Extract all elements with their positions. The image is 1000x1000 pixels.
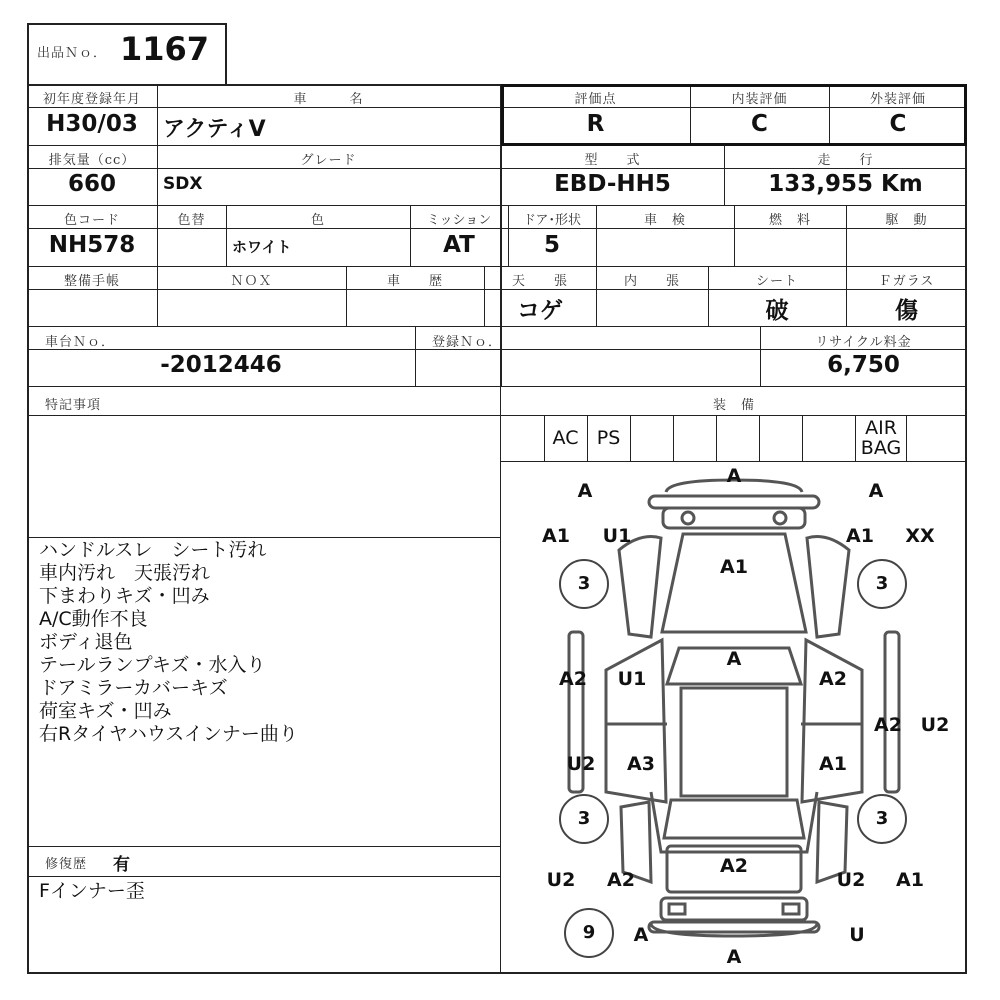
equipment-ps: PS	[596, 427, 621, 449]
glass-value: 傷	[895, 298, 918, 324]
door-label: ドア･形状	[522, 213, 582, 228]
damage-mark: A2	[874, 714, 902, 736]
damage-mark: A1	[542, 525, 570, 547]
damage-mark: U	[849, 924, 865, 946]
note-line: ドアミラーカバーキズ	[39, 677, 228, 699]
nox-label: ＮＯＸ	[230, 274, 273, 289]
seat-label: シート	[755, 274, 798, 289]
color-code-label: 色コード	[63, 213, 120, 228]
model-label: 型 式	[584, 153, 641, 168]
mileage-value: 133,955 Km	[768, 171, 923, 197]
note-line: A/C動作不良	[39, 608, 148, 630]
maintenance-label: 整備手帳	[63, 274, 120, 289]
damage-mark: U1	[602, 525, 632, 547]
note-line: ハンドルスレ シート汚れ	[39, 539, 267, 561]
equipment-label: 装 備	[712, 398, 755, 413]
equipment-ac: AC	[552, 427, 579, 449]
color-label: 色	[310, 213, 325, 228]
equipment-airbag-2: BAG	[860, 437, 902, 459]
chassis-label: 車台Ｎｏ．	[45, 335, 116, 350]
recycle-label: リサイクル料金	[815, 335, 912, 350]
interior-trim-label: 内 張	[623, 274, 680, 289]
score-value: R	[586, 111, 605, 137]
damage-mark: U2	[836, 869, 866, 891]
recycle-value: 6,750	[827, 352, 900, 378]
chassis-value: -2012446	[160, 352, 282, 378]
damage-mark: U2	[920, 714, 950, 736]
damage-mark: A1	[896, 869, 924, 891]
seat-value: 破	[765, 298, 789, 324]
interior-label: 内装評価	[731, 92, 788, 107]
notes-label: 特記事項	[45, 398, 102, 413]
damage-mark: U2	[566, 753, 596, 775]
damage-mark: A1	[819, 753, 847, 775]
damage-mark: A	[868, 480, 884, 502]
note-line: テールランプキズ・水入り	[39, 654, 266, 676]
tire-front-right: 3	[857, 559, 907, 609]
color-change-label: 色替	[177, 213, 206, 228]
damage-mark: A	[726, 465, 742, 487]
interior-value: C	[751, 111, 768, 137]
fuel-label: 燃 料	[768, 213, 811, 228]
equipment-airbag-1: AIR	[865, 417, 897, 439]
history-label: 車 歴	[386, 274, 443, 289]
damage-mark: A2	[607, 869, 635, 891]
damage-mark: XX	[905, 525, 935, 547]
score-label: 評価点	[574, 92, 617, 107]
mission-label: ミッション	[426, 213, 492, 228]
tire-rear-left: 3	[559, 794, 609, 844]
damage-mark: A2	[819, 668, 847, 690]
damage-mark: A1	[846, 525, 874, 547]
damage-mark: A2	[559, 668, 587, 690]
ceiling-value: コゲ	[517, 298, 563, 324]
tire-spare: 9	[564, 908, 614, 958]
color-code-value: NH578	[48, 232, 136, 258]
damage-mark: A	[726, 946, 742, 968]
tire-front-left: 3	[559, 559, 609, 609]
first-reg-label: 初年度登録年月	[42, 92, 141, 107]
repair-detail: Fインナー歪	[39, 880, 145, 902]
tire-rear-right: 3	[857, 794, 907, 844]
car-name-value: アクティV	[163, 117, 266, 142]
grade-label: グレード	[300, 153, 357, 168]
displacement-label: 排気量（cc）	[48, 153, 136, 168]
lot-number: 1167	[120, 30, 210, 68]
mileage-label: 走 行	[817, 153, 874, 168]
car-name-label: 車 名	[293, 92, 364, 107]
note-line: 右Rタイヤハウスインナー曲り	[39, 723, 298, 745]
repair-value: 有	[113, 855, 130, 875]
registration-label: 登録Ｎｏ．	[432, 335, 503, 350]
damage-mark: U1	[617, 668, 647, 690]
glass-label: Ｆガラス	[878, 274, 935, 289]
ceiling-label: 天 張	[511, 274, 568, 289]
damage-mark: A	[577, 480, 593, 502]
mission-value: AT	[443, 232, 475, 258]
note-line: 下まわりキズ・凹み	[39, 585, 210, 607]
damage-mark: U2	[546, 869, 576, 891]
note-line: ボディ退色	[39, 631, 133, 653]
grade-value: SDX	[163, 174, 203, 194]
damage-mark: A	[633, 924, 649, 946]
note-line: 荷室キズ・凹み	[39, 700, 172, 722]
door-value: 5	[543, 232, 560, 258]
exterior-label: 外装評価	[869, 92, 926, 107]
inspection-label: 車 検	[643, 213, 686, 228]
displacement-value: 660	[67, 171, 116, 197]
repair-label: 修復歴	[45, 857, 88, 872]
model-value: EBD-HH5	[554, 171, 671, 197]
damage-mark: A	[726, 648, 742, 670]
note-line: 車内汚れ 天張汚れ	[39, 562, 211, 584]
lot-label: 出品Ｎｏ．	[37, 46, 108, 61]
exterior-value: C	[889, 111, 907, 137]
damage-mark: A1	[720, 556, 748, 578]
drive-label: 駆 動	[885, 213, 928, 228]
notes-list	[39, 539, 298, 746]
damage-mark: A3	[627, 753, 655, 775]
color-value: ホワイト	[232, 238, 292, 256]
damage-mark: A2	[720, 855, 748, 877]
first-reg-value: H30/03	[46, 111, 138, 137]
